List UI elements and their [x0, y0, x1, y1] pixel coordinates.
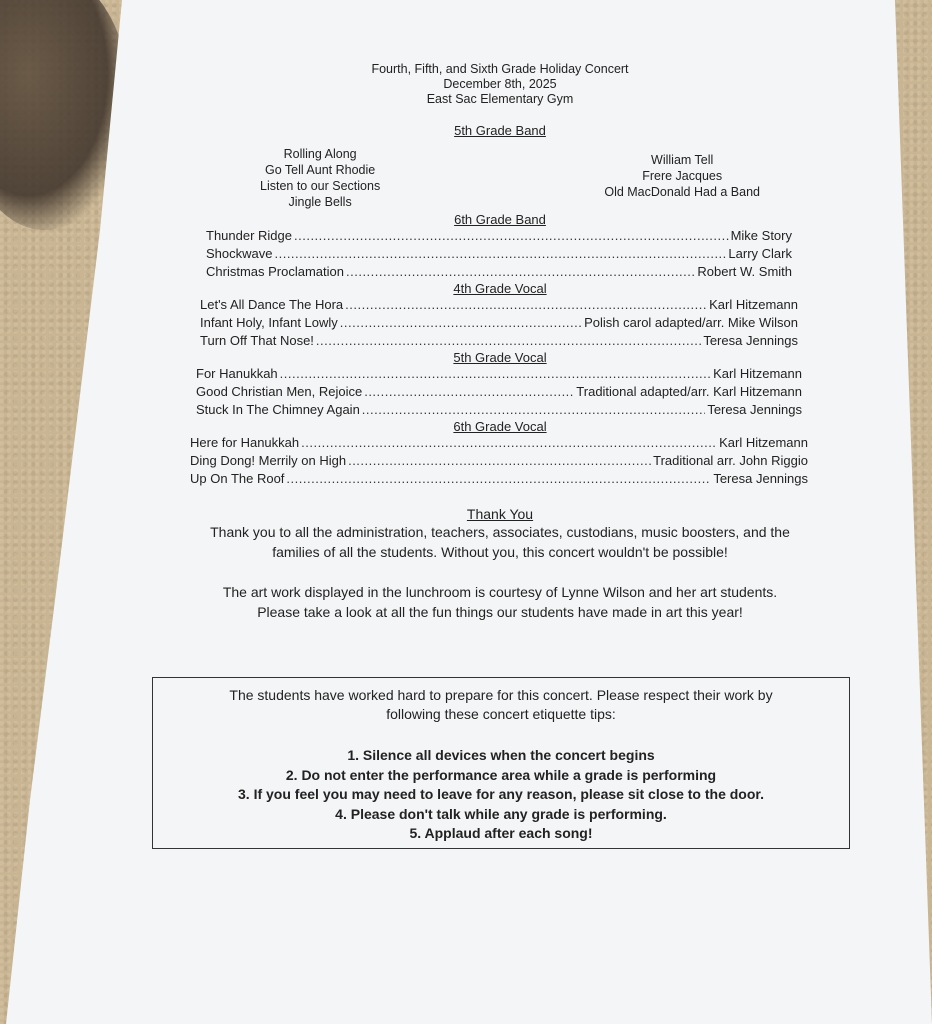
- etiquette-intro-line: following these concert etiquette tips:: [386, 706, 616, 722]
- song-title: Old MacDonald Had a Band: [604, 185, 760, 199]
- song-title: Up On The Roof: [190, 471, 285, 486]
- song-title: Here for Hanukkah: [190, 435, 300, 450]
- composer: Karl Hitzemann: [709, 297, 798, 312]
- program-row: [200, 314, 798, 332]
- song-title: Listen to our Sections: [260, 179, 381, 193]
- song-title: Stuck In The Chimney Again: [196, 402, 360, 417]
- thank-you-heading: Thank You: [466, 506, 534, 522]
- composer: Karl Hitzemann: [713, 366, 802, 381]
- song-title: For Hanukkah: [196, 366, 278, 381]
- song-title: Good Christian Men, Rejoice: [196, 384, 363, 399]
- program-row: [190, 434, 808, 452]
- etiquette-intro-line: The students have worked hard to prepare for this concert. Please respect their work by: [229, 687, 773, 703]
- composer: Karl Hitzemann: [719, 435, 808, 450]
- composer: Teresa Jennings: [713, 471, 808, 486]
- etiquette-tip: 5. Applaud after each song!: [409, 825, 593, 841]
- program-row: [196, 383, 802, 401]
- 5th-band-left-column: [260, 146, 380, 210]
- concert-venue: East Sac Elementary Gym: [426, 92, 574, 106]
- 5th-band-songs: [180, 146, 820, 210]
- thank-you-line: families of all the students. Without you, this concert wouldn't be possible!: [272, 544, 728, 560]
- song-title: Jingle Bells: [288, 195, 352, 209]
- dot-leader: [364, 383, 574, 401]
- program-row: [206, 245, 792, 263]
- program-row: [190, 452, 808, 470]
- song-title: Frere Jacques: [642, 169, 723, 183]
- 6th-vocal-list: [190, 434, 808, 488]
- 4th-vocal-list: [200, 296, 798, 350]
- 5th-band-right-column: [604, 152, 760, 210]
- composer: Mike Story: [730, 228, 792, 243]
- program-row: [206, 227, 792, 245]
- program-row: [196, 365, 802, 383]
- program-row: [200, 296, 798, 314]
- section-title-5th-vocal: 5th Grade Vocal: [453, 350, 547, 365]
- dot-leader: [286, 470, 711, 488]
- song-title: Christmas Proclamation: [206, 264, 344, 279]
- concert-date: December 8th, 2025: [443, 77, 557, 91]
- song-title: William Tell: [651, 153, 714, 167]
- program-row: [200, 332, 798, 350]
- section-title-6th-vocal: 6th Grade Vocal: [453, 419, 547, 434]
- composer: Polish carol adapted/arr. Mike Wilson: [584, 315, 798, 330]
- 5th-vocal-list: [196, 365, 802, 419]
- concert-title: Fourth, Fifth, and Sixth Grade Holiday Concert: [371, 62, 629, 76]
- dot-leader: [294, 227, 729, 245]
- art-note-line: Please take a look at all the fun things our students have made in art this year!: [257, 604, 743, 620]
- composer: Traditional adapted/arr. Karl Hitzemann: [576, 384, 802, 399]
- thank-you-text: [180, 522, 820, 562]
- song-title: Shockwave: [206, 246, 273, 261]
- program-row: [196, 401, 802, 419]
- dot-leader: [346, 263, 695, 281]
- dot-leader: [348, 452, 651, 470]
- song-title: Go Tell Aunt Rhodie: [264, 163, 376, 177]
- 6th-band-list: [206, 227, 792, 281]
- etiquette-tip: 2. Do not enter the performance area while a grade is performing: [285, 766, 717, 783]
- section-title-6th-band: 6th Grade Band: [454, 212, 546, 227]
- dot-leader: [340, 314, 582, 332]
- song-title: Let's All Dance The Hora: [200, 297, 344, 312]
- song-title: Rolling Along: [283, 147, 357, 161]
- program-row: [190, 470, 808, 488]
- section-title-5th-band: 5th Grade Band: [454, 123, 546, 138]
- dot-leader: [280, 365, 711, 383]
- composer: Larry Clark: [728, 246, 792, 261]
- composer: Robert W. Smith: [697, 264, 792, 279]
- art-note-line: The art work displayed in the lunchroom is courtesy of Lynne Wilson and her art students.: [222, 584, 778, 600]
- etiquette-intro: [153, 686, 849, 724]
- dot-leader: [362, 401, 706, 419]
- section-title-4th-vocal: 4th Grade Vocal: [453, 281, 547, 296]
- song-title: Thunder Ridge: [206, 228, 292, 243]
- etiquette-tip: 3. If you feel you may need to leave for any reason, please sit close to the door.: [238, 786, 764, 802]
- composer: Traditional arr. John Riggio: [653, 453, 808, 468]
- song-title: Ding Dong! Merrily on High: [190, 453, 347, 468]
- etiquette-tips: [153, 746, 849, 844]
- thank-you-line: Thank you to all the administration, teachers, associates, custodians, music boosters, and the: [210, 524, 790, 540]
- etiquette-tip: 4. Please don't talk while any grade is performing.: [335, 805, 667, 822]
- program-header: [180, 62, 820, 107]
- dot-leader: [301, 434, 717, 452]
- etiquette-box: [152, 677, 850, 849]
- dot-leader: [316, 332, 701, 350]
- dot-leader: [345, 296, 707, 314]
- song-title: Turn Off That Nose!: [200, 333, 314, 348]
- art-note: [180, 582, 820, 622]
- program-content: [180, 62, 820, 622]
- dot-leader: [274, 245, 726, 263]
- composer: Teresa Jennings: [703, 333, 798, 348]
- composer: Teresa Jennings: [707, 402, 802, 417]
- program-row: [206, 263, 792, 281]
- etiquette-tip: 1. Silence all devices when the concert begins: [347, 747, 655, 763]
- song-title: Infant Holy, Infant Lowly: [200, 315, 338, 330]
